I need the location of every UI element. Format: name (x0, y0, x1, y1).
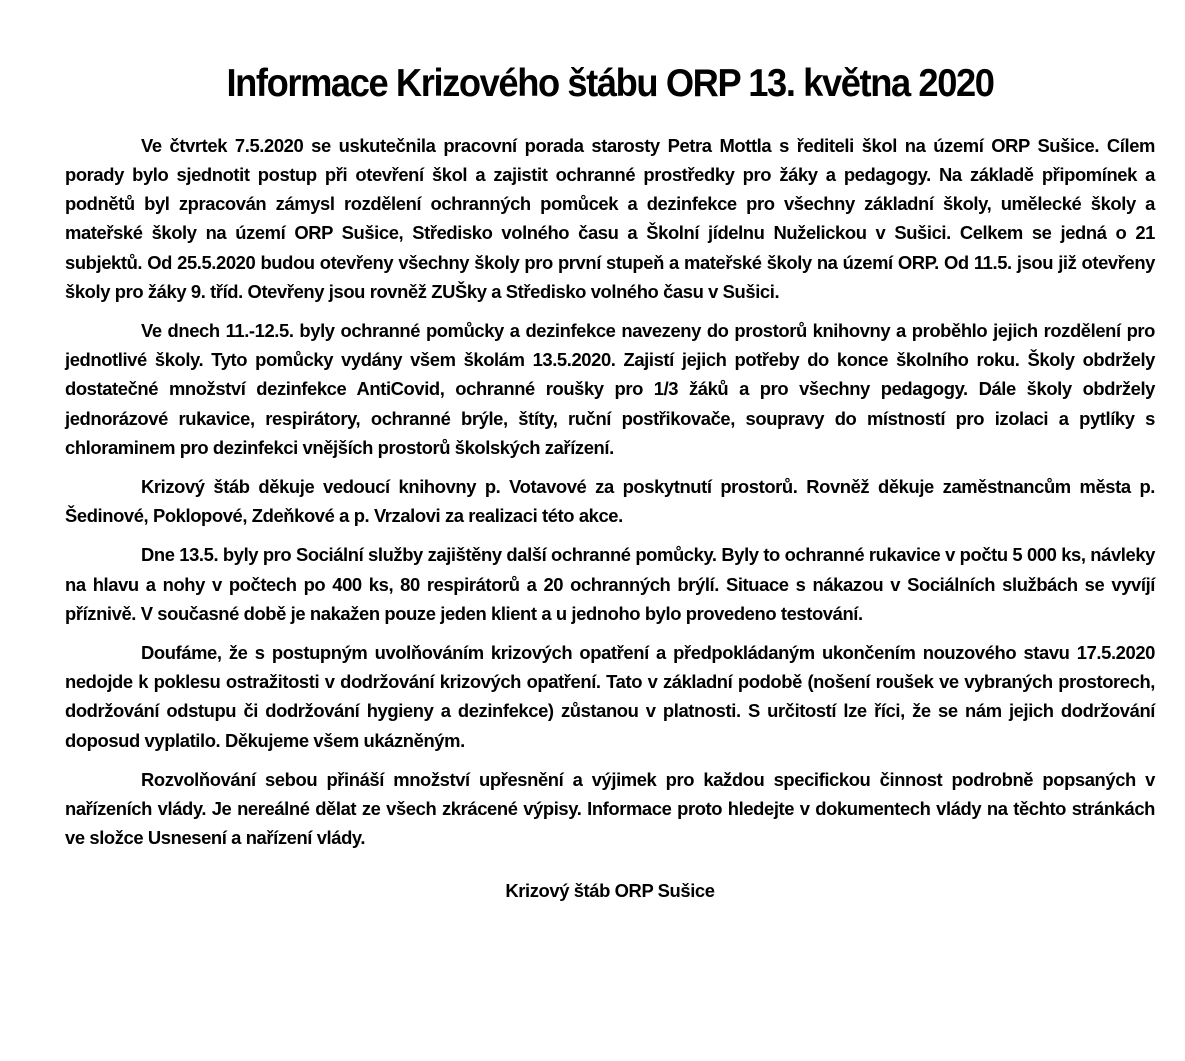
paragraph-school-meeting: Ve čtvrtek 7.5.2020 se uskutečnila pracovní porada starosty Petra Mottla s řediteli škol na území ORP Sušice. Cílem porady bylo sjednotit postup při otevření škol a zajistit ochranné prostředky pro žáky a pedagogy. Na základě připomínek a podnětů byl zpracován zámysl rozdělení ochranných pomůcek a dezinfekce pro všechny základní školy, umělecké školy a mateřské školy na území ORP Sušice, Středisko volného času a Školní jídelnu Nuželickou v Sušici. Celkem se jedná o 21 subjektů. Od 25.5.2020 budou otevřeny všechny školy pro první stupeň a mateřské školy na území ORP. Od 11.5. jsou již otevřeny školy pro žáky 9. tříd. Otevřeny jsou rovněž ZUŠky a Středisko volného času v Sušici. (65, 134, 1155, 302)
paragraph-social-services: Dne 13.5. byly pro Sociální služby zajištěny další ochranné pomůcky. Byly to ochranné rukavice v počtu 5 000 ks, návleky na hlavu a nohy v počtech po 400 ks, 80 respirátorů a 20 ochranných brýlí. Situace s nákazou v Sociálních službách se vyvíjí příznivě. V současné době je nakažen pouze jeden klient a u jednoho bylo provedeno testování. (65, 544, 1155, 624)
document-title: Informace Krizového štábu ORP 13. května 2020 (226, 62, 994, 105)
paragraph-thanks: Krizový štáb děkuje vedoucí knihovny p. Votavové za poskytnutí prostorů. Rovněž děkuje zaměstnancům města p. Šedinové, Poklopové, Zdeňkové a p. Vrzalovi za realizaci této akce. (65, 475, 1155, 527)
paragraph-protective-equipment: Ve dnech 11.-12.5. byly ochranné pomůcky a dezinfekce navezeny do prostorů knihovny a proběhlo jejich rozdělení pro jednotlivé školy. Tyto pomůcky vydány všem školám 13.5.2020. Zajistí jejich potřeby do konce školního roku. Školy obdržely dostatečné množství dezinfekce AntiCovid, ochranné roušky pro 1/3 žáků a pro všechny pedagogy. Dále školy obdržely jednorázové rukavice, respirátory, ochranné brýle, štíty, ruční postřikovače, soupravy do místností pro izolaci a pytlíky s chloraminem pro dezinfekci vnějších prostorů školských zařízení. (65, 319, 1155, 458)
paragraph-measures: Doufáme, že s postupným uvolňováním krizových opatření a předpokládaným ukončením nouzového stavu 17.5.2020 nedojde k poklesu ostražitosti v dodržování krizových opatření. Tato v základní podobě (nošení roušek ve vybraných prostorech, dodržování odstupu či dodržování hygieny a dezinfekce) zůstanou v platnosti. S určitostí lze říci, že se nám jejich dodržování doposud vyplatilo. Děkujeme všem ukázněným. (65, 642, 1155, 751)
document-signature: Krizový štáb ORP Sušice (505, 880, 715, 902)
paragraph-government-regulations: Rozvolňování sebou přináší množství upřesnění a výjimek pro každou specifickou činnost podrobně popsaných v nařízeních vlády. Je nereálné dělat ze všech zkrácené výpisy. Informace proto hledejte v dokumentech vlády na těchto stránkách ve složce Usnesení a nařízení vlády. (65, 768, 1155, 849)
document-page (65, 60, 1155, 902)
